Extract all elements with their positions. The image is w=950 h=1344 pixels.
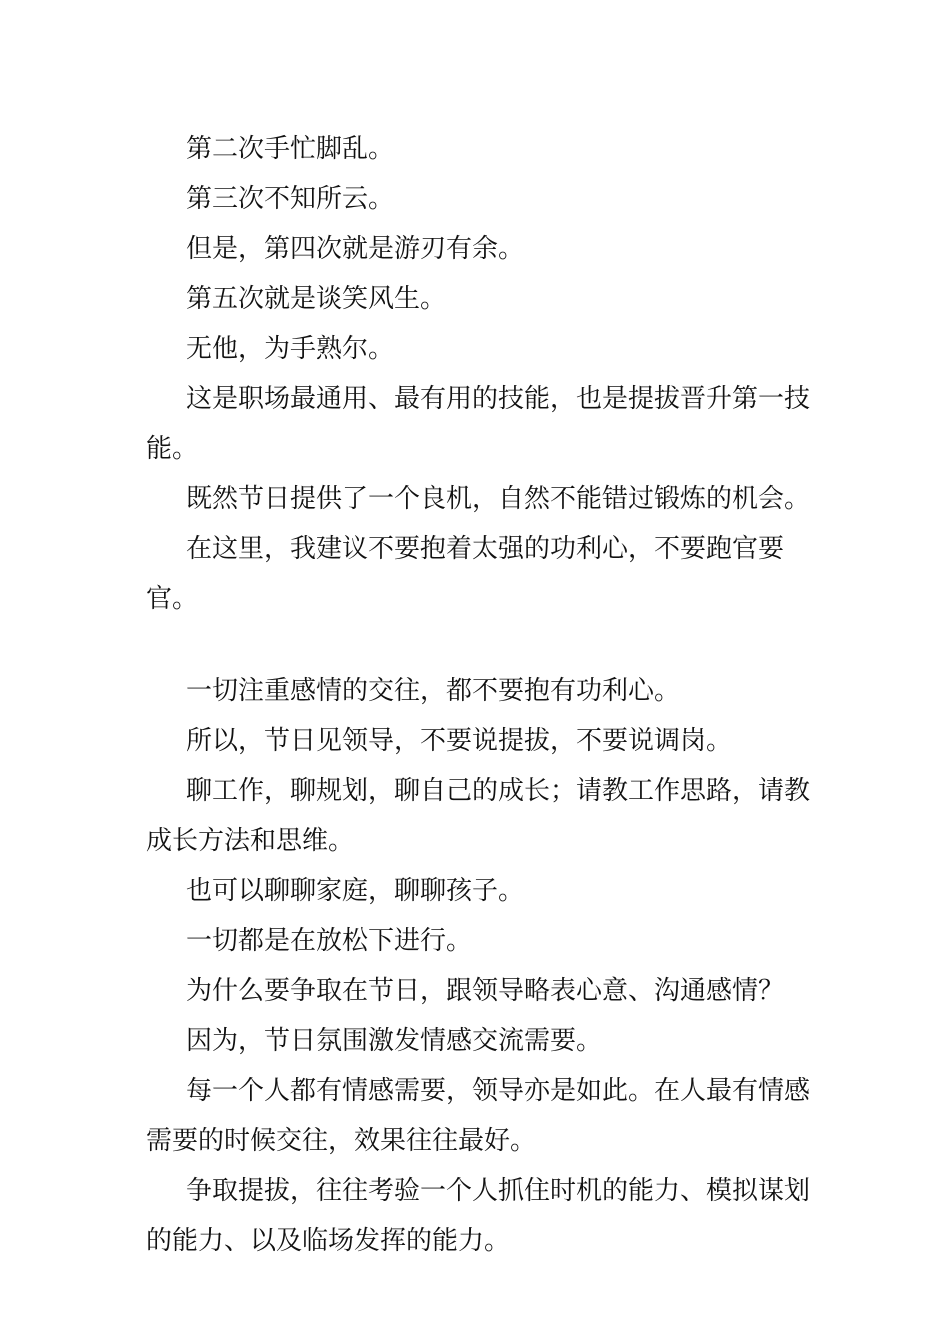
- paragraph: 这是职场最通用、最有用的技能，也是提拔晋升第一技能。: [146, 384, 811, 464]
- paragraph: 为什么要争取在节日，跟领导略表心意、沟通感情？: [186, 976, 785, 1006]
- document-body: [146, 124, 826, 1266]
- paragraph: 也可以聊聊家庭，聊聊孩子。: [186, 876, 525, 906]
- paragraph: 所以，节日见领导，不要说提拔，不要说调岗。: [186, 726, 733, 756]
- paragraph: 争取提拔，往往考验一个人抓住时机的能力、模拟谋划的能力、以及临场发挥的能力。: [146, 1176, 811, 1256]
- paragraph: 但是，第四次就是游刃有余。: [186, 234, 525, 264]
- paragraph: 聊工作，聊规划，聊自己的成长；请教工作思路，请教成长方法和思维。: [146, 776, 811, 856]
- paragraph: 一切都是在放松下进行。: [186, 926, 473, 956]
- paragraph-spacer: [146, 624, 826, 666]
- paragraph: 一切注重感情的交往，都不要抱有功利心。: [186, 676, 681, 706]
- paragraph: 每一个人都有情感需要，领导亦是如此。在人最有情感需要的时候交往，效果往往最好。: [146, 1076, 811, 1156]
- paragraph: 第五次就是谈笑风生。: [186, 284, 447, 314]
- paragraph: 在这里，我建议不要抱着太强的功利心，不要跑官要官。: [146, 534, 785, 614]
- paragraph: 因为，节日氛围激发情感交流需要。: [186, 1026, 603, 1056]
- paragraph: 无他，为手熟尔。: [186, 334, 395, 364]
- paragraph: 第二次手忙脚乱。: [186, 134, 395, 164]
- paragraph: 第三次不知所云。: [186, 184, 395, 214]
- paragraph: 既然节日提供了一个良机，自然不能错过锻炼的机会。: [186, 484, 811, 514]
